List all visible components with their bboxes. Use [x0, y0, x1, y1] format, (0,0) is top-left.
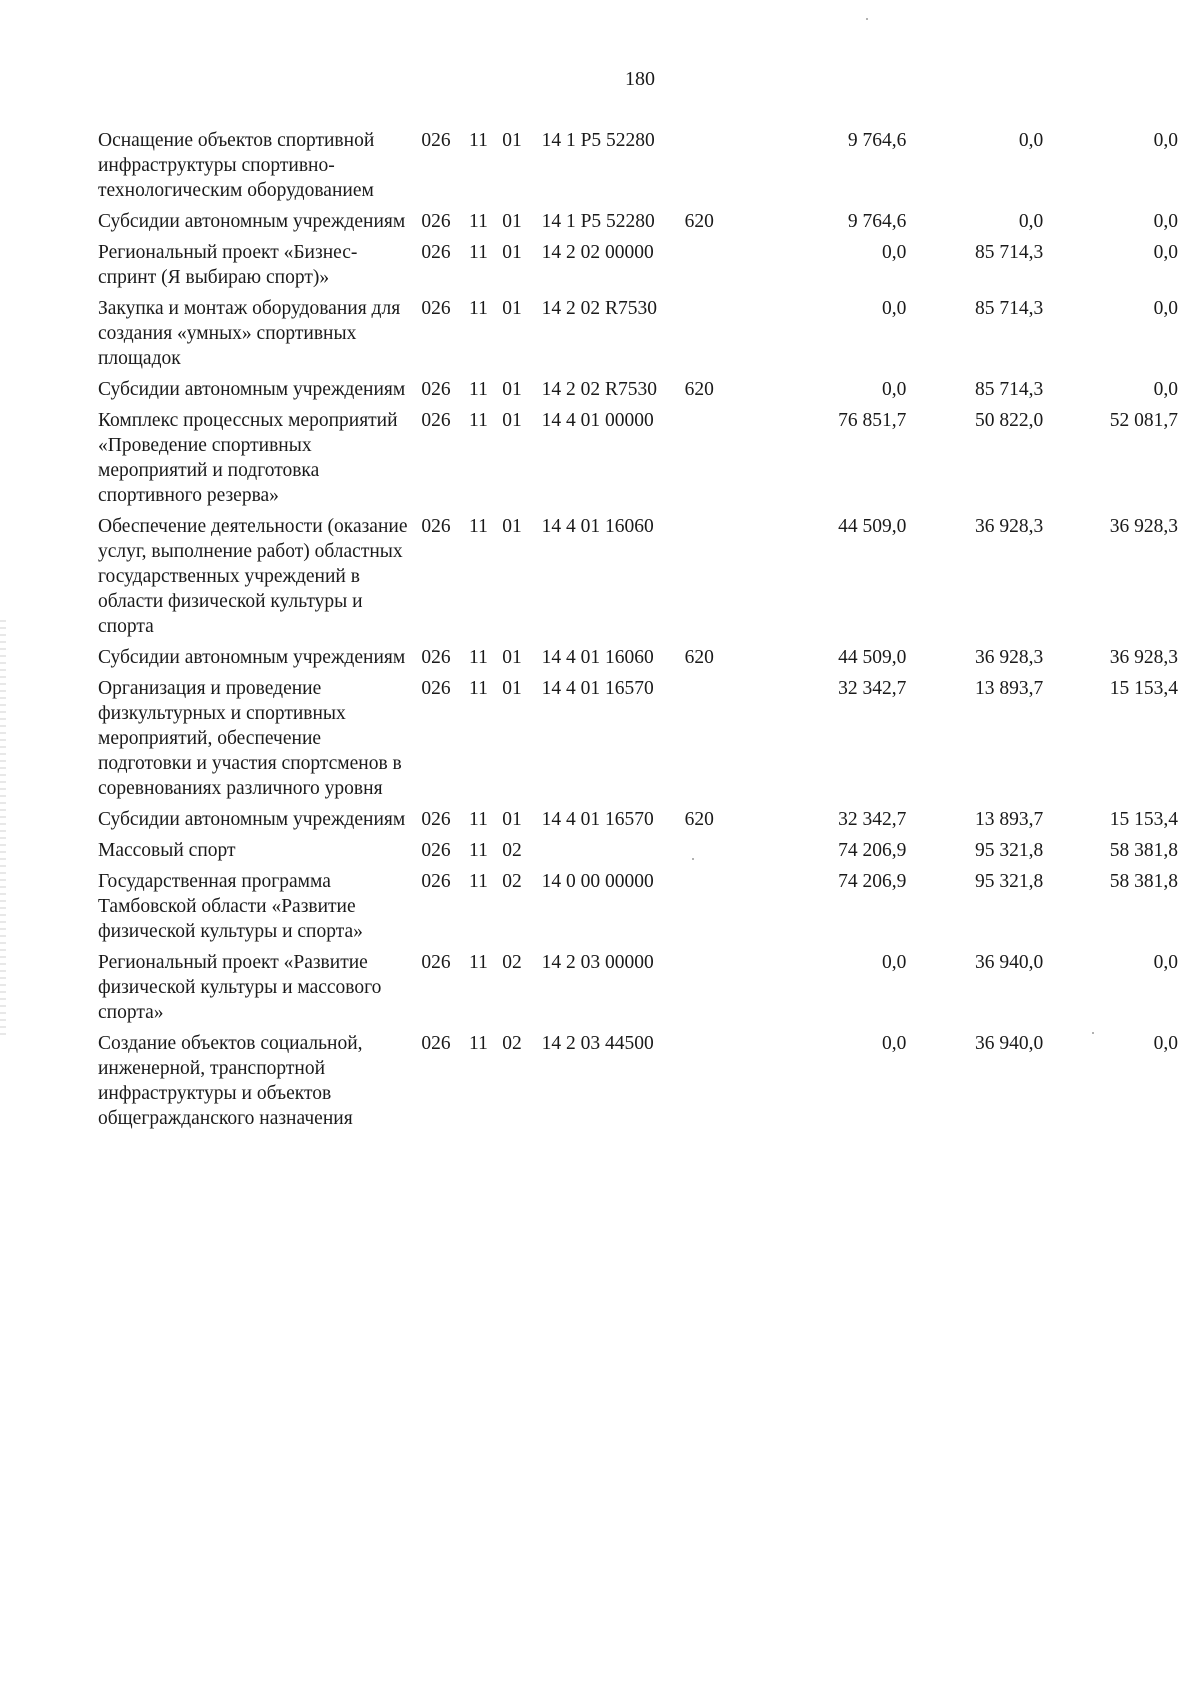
- amount-year-2: 36 940,0: [974, 952, 1044, 973]
- subsection-code: 01: [502, 410, 522, 431]
- target-article-code: 14 2 02 R7530: [541, 379, 657, 400]
- amount-year-3: 0,0: [1153, 242, 1178, 263]
- amount-year-1: 0,0: [882, 379, 907, 400]
- amount-year-3: 0,0: [1153, 298, 1178, 319]
- amount-year-3: 58 381,8: [1109, 840, 1178, 861]
- table-row: [98, 950, 1178, 1031]
- subsection-code: 02: [502, 871, 522, 892]
- expense-type-code: [685, 128, 737, 209]
- amount-year-3: 0,0: [1153, 130, 1178, 151]
- subsection-code: 02: [502, 840, 522, 861]
- section-code: 11: [469, 678, 488, 699]
- table-row: [98, 128, 1178, 209]
- target-article-code: 14 4 01 00000: [541, 410, 654, 431]
- admin-code: 026: [421, 516, 451, 537]
- section-code: 11: [469, 1033, 488, 1054]
- table-row: [98, 377, 1178, 408]
- expense-type-code: [685, 950, 737, 1031]
- section-code: 11: [469, 211, 488, 232]
- amount-year-3: 0,0: [1153, 952, 1178, 973]
- row-name: Закупка и монтаж оборудования для создания «умных» спортивных площадок: [98, 298, 401, 369]
- expense-type-code: 620: [684, 379, 714, 400]
- amount-year-2: 13 893,7: [974, 809, 1044, 830]
- subsection-code: 02: [502, 1033, 522, 1054]
- amount-year-1: 0,0: [882, 298, 907, 319]
- amount-year-3: 15 153,4: [1109, 678, 1178, 699]
- amount-year-3: 36 928,3: [1109, 647, 1178, 668]
- admin-code: 026: [421, 952, 451, 973]
- target-article-code: 14 2 03 44500: [541, 1033, 654, 1054]
- admin-code: 026: [421, 298, 451, 319]
- amount-year-2: 85 714,3: [974, 379, 1044, 400]
- amount-year-1: 9 764,6: [847, 130, 907, 151]
- admin-code: 026: [421, 647, 451, 668]
- section-code: 11: [469, 516, 488, 537]
- subsection-code: 01: [502, 516, 522, 537]
- amount-year-2: 13 893,7: [974, 678, 1044, 699]
- subsection-code: 01: [502, 242, 522, 263]
- expense-type-code: 620: [684, 211, 714, 232]
- amount-year-1: 44 509,0: [838, 516, 907, 537]
- subsection-code: 01: [502, 130, 522, 151]
- table-row: [98, 209, 1178, 240]
- row-name: Субсидии автономным учреждениям: [98, 647, 406, 668]
- row-name: Обеспечение деятельности (оказание услуг, выполнение работ) областных государственных учреждений в области физической культуры и спорта: [98, 516, 408, 637]
- table-row: [98, 869, 1178, 950]
- amount-year-1: 74 206,9: [838, 871, 907, 892]
- amount-year-2: 95 321,8: [974, 840, 1044, 861]
- row-name: Организация и проведение физкультурных и спортивных мероприятий, обеспечение подготовки и участия спортсменов в соревнованиях различного уровня: [98, 678, 402, 799]
- amount-year-1: 0,0: [882, 242, 907, 263]
- target-article-code: 14 4 01 16570: [541, 809, 654, 830]
- amount-year-3: 58 381,8: [1109, 871, 1178, 892]
- section-code: 11: [469, 809, 488, 830]
- table-row: [98, 240, 1178, 296]
- amount-year-3: 52 081,7: [1109, 410, 1178, 431]
- target-article-code: 14 1 P5 52280: [541, 130, 655, 151]
- expense-type-code: [685, 514, 737, 645]
- expense-type-code: [685, 838, 737, 869]
- admin-code: 026: [421, 840, 451, 861]
- expense-type-code: 620: [684, 647, 714, 668]
- subsection-code: 01: [502, 678, 522, 699]
- subsection-code: 02: [502, 952, 522, 973]
- amount-year-3: 0,0: [1153, 1033, 1178, 1054]
- admin-code: 026: [421, 242, 451, 263]
- amount-year-1: 0,0: [882, 952, 907, 973]
- subsection-code: 01: [502, 298, 522, 319]
- target-article-code: 14 1 P5 52280: [541, 211, 655, 232]
- scan-speck: [692, 858, 694, 860]
- expense-type-code: 620: [684, 809, 714, 830]
- table-row: [98, 408, 1178, 514]
- target-article-code: 14 4 01 16060: [541, 647, 654, 668]
- row-name: Субсидии автономным учреждениям: [98, 809, 406, 830]
- admin-code: 026: [421, 678, 451, 699]
- budget-table: [98, 128, 1178, 1137]
- section-code: 11: [469, 410, 488, 431]
- amount-year-1: 0,0: [882, 1033, 907, 1054]
- expense-type-code: [685, 408, 737, 514]
- scan-speck: [866, 18, 868, 20]
- admin-code: 026: [421, 410, 451, 431]
- section-code: 11: [469, 298, 488, 319]
- page-number: 180: [625, 68, 655, 90]
- row-name: Массовый спорт: [98, 840, 236, 861]
- target-article-code: 14 2 03 00000: [541, 952, 654, 973]
- expense-type-code: [685, 296, 737, 377]
- section-code: 11: [469, 840, 488, 861]
- section-code: 11: [469, 647, 488, 668]
- amount-year-2: 0,0: [1018, 211, 1044, 232]
- amount-year-1: 9 764,6: [847, 211, 907, 232]
- target-article-code: 14 2 02 R7530: [541, 298, 657, 319]
- amount-year-2: 36 940,0: [974, 1033, 1044, 1054]
- row-name: Региональный проект «Развитие физической культуры и массового спорта»: [98, 952, 382, 1023]
- section-code: 11: [469, 130, 488, 151]
- row-name: Субсидии автономным учреждениям: [98, 379, 406, 400]
- amount-year-2: 85 714,3: [974, 298, 1044, 319]
- subsection-code: 01: [502, 379, 522, 400]
- table-row: [98, 645, 1178, 676]
- admin-code: 026: [421, 809, 451, 830]
- amount-year-1: 32 342,7: [838, 678, 907, 699]
- amount-year-1: 32 342,7: [838, 809, 907, 830]
- scan-edge-artifact: [0, 620, 6, 1040]
- target-article-code: 14 4 01 16060: [541, 516, 654, 537]
- row-name: Создание объектов социальной, инженерной, транспортной инфраструктуры и объектов общегражданского назначения: [98, 1033, 363, 1129]
- table-row: [98, 807, 1178, 838]
- admin-code: 026: [421, 379, 451, 400]
- row-name: Оснащение объектов спортивной инфраструктуры спортивно-технологическим оборудованием: [98, 130, 375, 201]
- target-article-code: 14 0 00 00000: [541, 871, 654, 892]
- table-body: [98, 128, 1178, 1137]
- subsection-code: 01: [502, 211, 522, 232]
- scan-speck: [1092, 1032, 1094, 1034]
- amount-year-3: 0,0: [1153, 379, 1178, 400]
- admin-code: 026: [421, 871, 451, 892]
- subsection-code: 01: [502, 647, 522, 668]
- amount-year-2: 0,0: [1018, 130, 1044, 151]
- row-name: Государственная программа Тамбовской области «Развитие физической культуры и спорта»: [98, 871, 363, 942]
- amount-year-3: 36 928,3: [1109, 516, 1178, 537]
- row-name: Комплекс процессных мероприятий «Проведение спортивных мероприятий и подготовка спортивного резерва»: [98, 410, 398, 506]
- section-code: 11: [469, 242, 488, 263]
- table-row: [98, 514, 1178, 645]
- expense-type-code: [685, 240, 737, 296]
- table-row: [98, 838, 1178, 869]
- amount-year-3: 15 153,4: [1109, 809, 1178, 830]
- target-article-code: [542, 838, 685, 869]
- table-row: [98, 676, 1178, 807]
- amount-year-1: 44 509,0: [838, 647, 907, 668]
- expense-type-code: [685, 869, 737, 950]
- section-code: 11: [469, 871, 488, 892]
- row-name: Субсидии автономным учреждениям: [98, 211, 406, 232]
- section-code: 11: [469, 952, 488, 973]
- amount-year-1: 74 206,9: [838, 840, 907, 861]
- amount-year-2: 85 714,3: [974, 242, 1044, 263]
- amount-year-2: 95 321,8: [974, 871, 1044, 892]
- expense-type-code: [685, 1031, 737, 1137]
- table-row: [98, 296, 1178, 377]
- amount-year-3: 0,0: [1153, 211, 1178, 232]
- table-row: [98, 1031, 1178, 1137]
- subsection-code: 01: [502, 809, 522, 830]
- target-article-code: 14 4 01 16570: [541, 678, 654, 699]
- admin-code: 026: [421, 130, 451, 151]
- amount-year-2: 36 928,3: [974, 647, 1044, 668]
- row-name: Региональный проект «Бизнес-спринт (Я выбираю спорт)»: [98, 242, 358, 288]
- amount-year-2: 36 928,3: [974, 516, 1044, 537]
- amount-year-2: 50 822,0: [974, 410, 1044, 431]
- admin-code: 026: [421, 211, 451, 232]
- target-article-code: 14 2 02 00000: [541, 242, 654, 263]
- section-code: 11: [469, 379, 488, 400]
- admin-code: 026: [421, 1033, 451, 1054]
- amount-year-1: 76 851,7: [838, 410, 907, 431]
- expense-type-code: [685, 676, 737, 807]
